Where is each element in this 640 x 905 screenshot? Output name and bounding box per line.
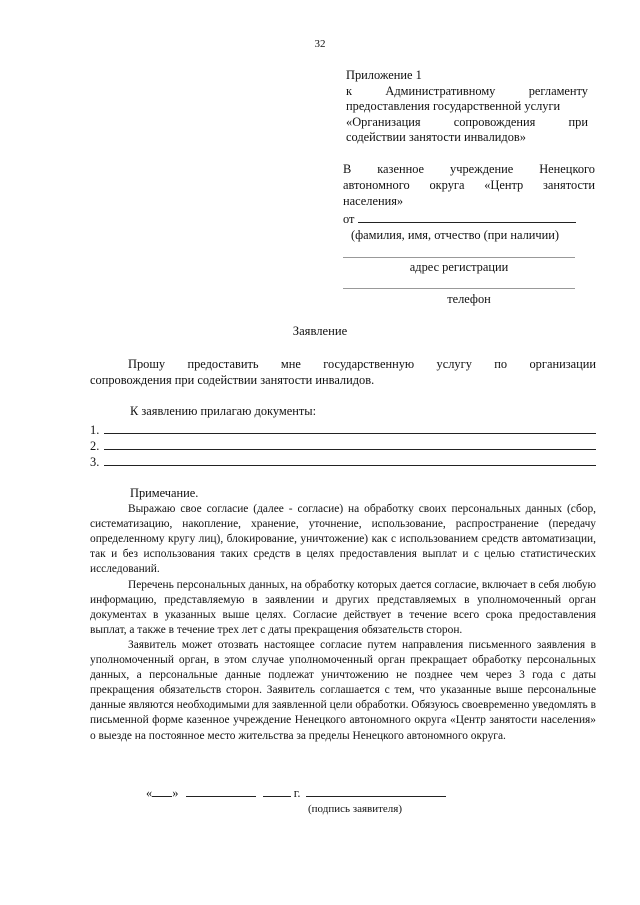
fio-caption: (фамилия, имя, отчество (при наличии) [351, 228, 560, 242]
date-open-quote: « [146, 786, 153, 800]
annex-line: Приложение 1 [346, 68, 422, 82]
annex-line: «Организация сопровождения при [346, 114, 588, 129]
phone-field[interactable] [343, 288, 575, 289]
annex-header [346, 68, 588, 146]
from-name-field[interactable] [358, 210, 576, 223]
from-label: от [343, 212, 355, 226]
phone-caption: телефон [447, 292, 491, 306]
request-line: Прошу предоставить мне государственную услугу по организации [128, 357, 596, 371]
attachment-field[interactable] [104, 454, 596, 466]
addressee-line: автономного округа «Центр занятости [343, 178, 595, 192]
annex-line: предоставления государственной услуги [346, 99, 561, 113]
month-field[interactable] [186, 785, 256, 797]
attachments-intro: К заявлению прилагаю документы: [130, 404, 317, 418]
page-number: 32 [314, 38, 326, 50]
year-suffix: г. [293, 786, 301, 800]
note-heading: Примечание. [130, 486, 199, 500]
document-title: Заявление [292, 324, 348, 338]
attachment-number: 3. [90, 455, 100, 469]
address-caption: адрес регистрации [409, 260, 509, 274]
note-paragraph: Заявитель может отозвать настоящее согласие путем направления письменного заявления в уполномоченный орган, в этом случае уполномоченный орган прекращает обработку персональных данных, а персональные данные подлежат уничтожению не позднее чем через 3 года с даты прекращения обязательств сторон. Заявитель соглашается с тем, что указанные выше персональные данные являются необходимыми для заявленной цели обработки. Обязуюсь своевременно уведомлять в письменной форме казенное учреждение Ненецкого автономного округа «Центр занятости населения» о выезде на постоянное место жительства за пределы Ненецкого автономного округа. [90, 638, 596, 742]
day-field[interactable] [152, 785, 172, 797]
request-line: сопровождения при содействии занятости инвалидов. [90, 373, 375, 387]
addressee-block [343, 161, 595, 227]
address-field[interactable] [343, 257, 575, 258]
year-field[interactable] [263, 785, 291, 797]
signature-field[interactable] [306, 785, 446, 797]
from-row [343, 210, 595, 227]
note-section [90, 486, 596, 744]
note-paragraph: Перечень персональных данных, на обработку которых дается согласие, включает в себя любую информацию, представляемую в заявлении и других представляемых в уполномоченный орган документах в указанных выше целях. Согласие действует в течение всего срока предоставления выплат, а также в течение трех лет с даты прекращения обязательств сторон. [90, 578, 596, 636]
addressee-line: населения» [343, 194, 404, 208]
attachment-row [90, 454, 596, 470]
signature-row [146, 785, 446, 801]
note-paragraph: Выражаю свое согласие (далее - согласие) на обработку своих персональных данных (сбор, систематизацию, накопление, хранение, уточнение, использование, распространение (передачу определенному кругу лиц), блокирование, уничтожение) как с использованием средств автоматизации, так и без использования таких средств в целях предоставления выплат и с целью статистических исследований. [90, 503, 596, 576]
attachment-field[interactable] [104, 438, 596, 450]
request-paragraph [90, 356, 596, 388]
signature-caption: (подпись заявителя) [308, 803, 403, 815]
annex-line: к Административному регламенту [346, 83, 588, 98]
annex-line: содействии занятости инвалидов» [346, 130, 526, 144]
addressee-line: В казенное учреждение Ненецкого [343, 162, 595, 176]
attachment-number: 1. [90, 423, 100, 437]
attachment-row [90, 422, 596, 438]
attachment-row [90, 438, 596, 454]
attachment-number: 2. [90, 439, 100, 453]
date-close-quote: » [172, 786, 179, 800]
attachment-field[interactable] [104, 422, 596, 434]
